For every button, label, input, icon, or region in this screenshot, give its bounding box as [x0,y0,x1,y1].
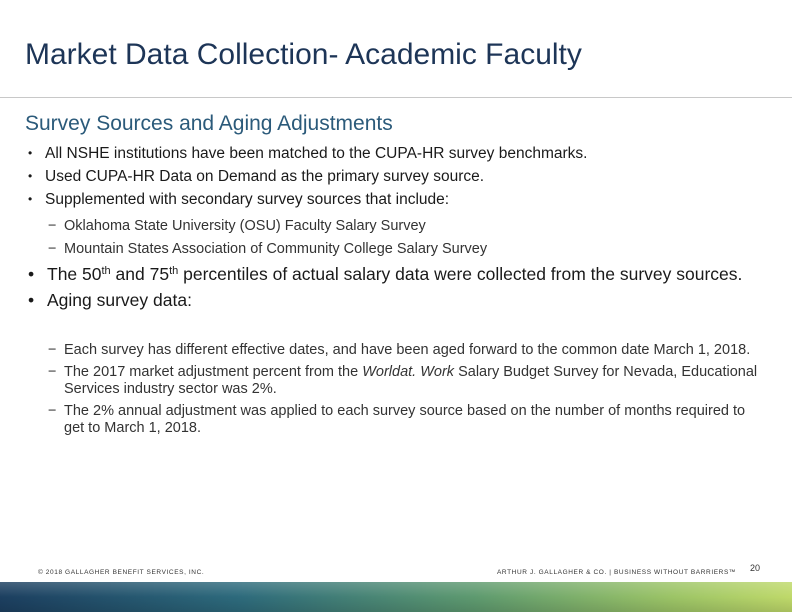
superscript: th [169,265,179,277]
aging-text: Aging survey data: [47,290,192,310]
footer-bar-shading [0,582,792,612]
bullet-list-main [28,264,773,316]
dash-marker: − [48,403,57,419]
sub-bullet-text: Each survey has different effective dates, and have been aged forward to the common date March 1, 2018. [64,342,751,358]
italic-text: Worldat. Work [362,364,455,380]
dash-marker: − [48,241,57,257]
list-item [28,290,773,310]
text-part: The 2017 market adjustment percent from the [64,364,363,380]
bullet-marker: • [28,264,35,284]
text-part: and 75 [110,264,170,284]
bullet-marker: • [28,169,33,183]
list-item [28,188,778,211]
dash-marker: − [48,218,57,234]
footer-copyright: © 2018 GALLAGHER BENEFIT SERVICES, INC. [38,569,205,576]
sub-bullet-list-top [48,215,748,261]
slide-subtitle: Survey Sources and Aging Adjustments [25,112,393,135]
bullet-marker: • [28,192,33,206]
bullet-text: Supplemented with secondary survey sources that include: [45,191,450,208]
title-divider [0,97,792,98]
bullet-list-top [28,142,778,211]
bullet-marker: • [28,290,35,310]
superscript: th [101,265,111,277]
text-part: The 50 [47,264,102,284]
text-part: percentiles of actual salary data were collected from the survey sources. [178,264,743,284]
list-item [28,142,778,165]
list-item [48,342,768,359]
sub-bullet-text: Mountain States Association of Community College Salary Survey [64,241,488,257]
list-item [28,264,773,284]
dash-marker: − [48,364,57,380]
text-part: Salary Budget Survey for Nevada, Educational Services industry sector was 2%. [64,364,758,397]
bullet-text: Used CUPA-HR Data on Demand as the primary survey source. [45,168,485,185]
footer-tagline: ARTHUR J. GALLAGHER & CO. | BUSINESS WITHOUT BARRIERS™ [497,569,736,576]
page-number: 20 [750,563,761,573]
bullet-marker: • [28,146,33,160]
slide-title: Market Data Collection- Academic Faculty [25,38,582,71]
sub-bullet-list-aging [48,342,768,442]
list-item [48,215,748,238]
list-item [48,403,768,437]
list-item [48,364,768,398]
list-item [48,238,748,261]
dash-marker: − [48,342,57,358]
percentiles-text [47,264,742,284]
bullet-text: All NSHE institutions have been matched to the CUPA-HR survey benchmarks. [45,145,588,162]
sub-bullet-text [64,364,757,397]
sub-bullet-text: Oklahoma State University (OSU) Faculty Salary Survey [64,218,426,234]
sub-bullet-text: The 2% annual adjustment was applied to each survey source based on the number of months required to get to March 1, 2018. [64,403,746,436]
list-item [28,165,778,188]
